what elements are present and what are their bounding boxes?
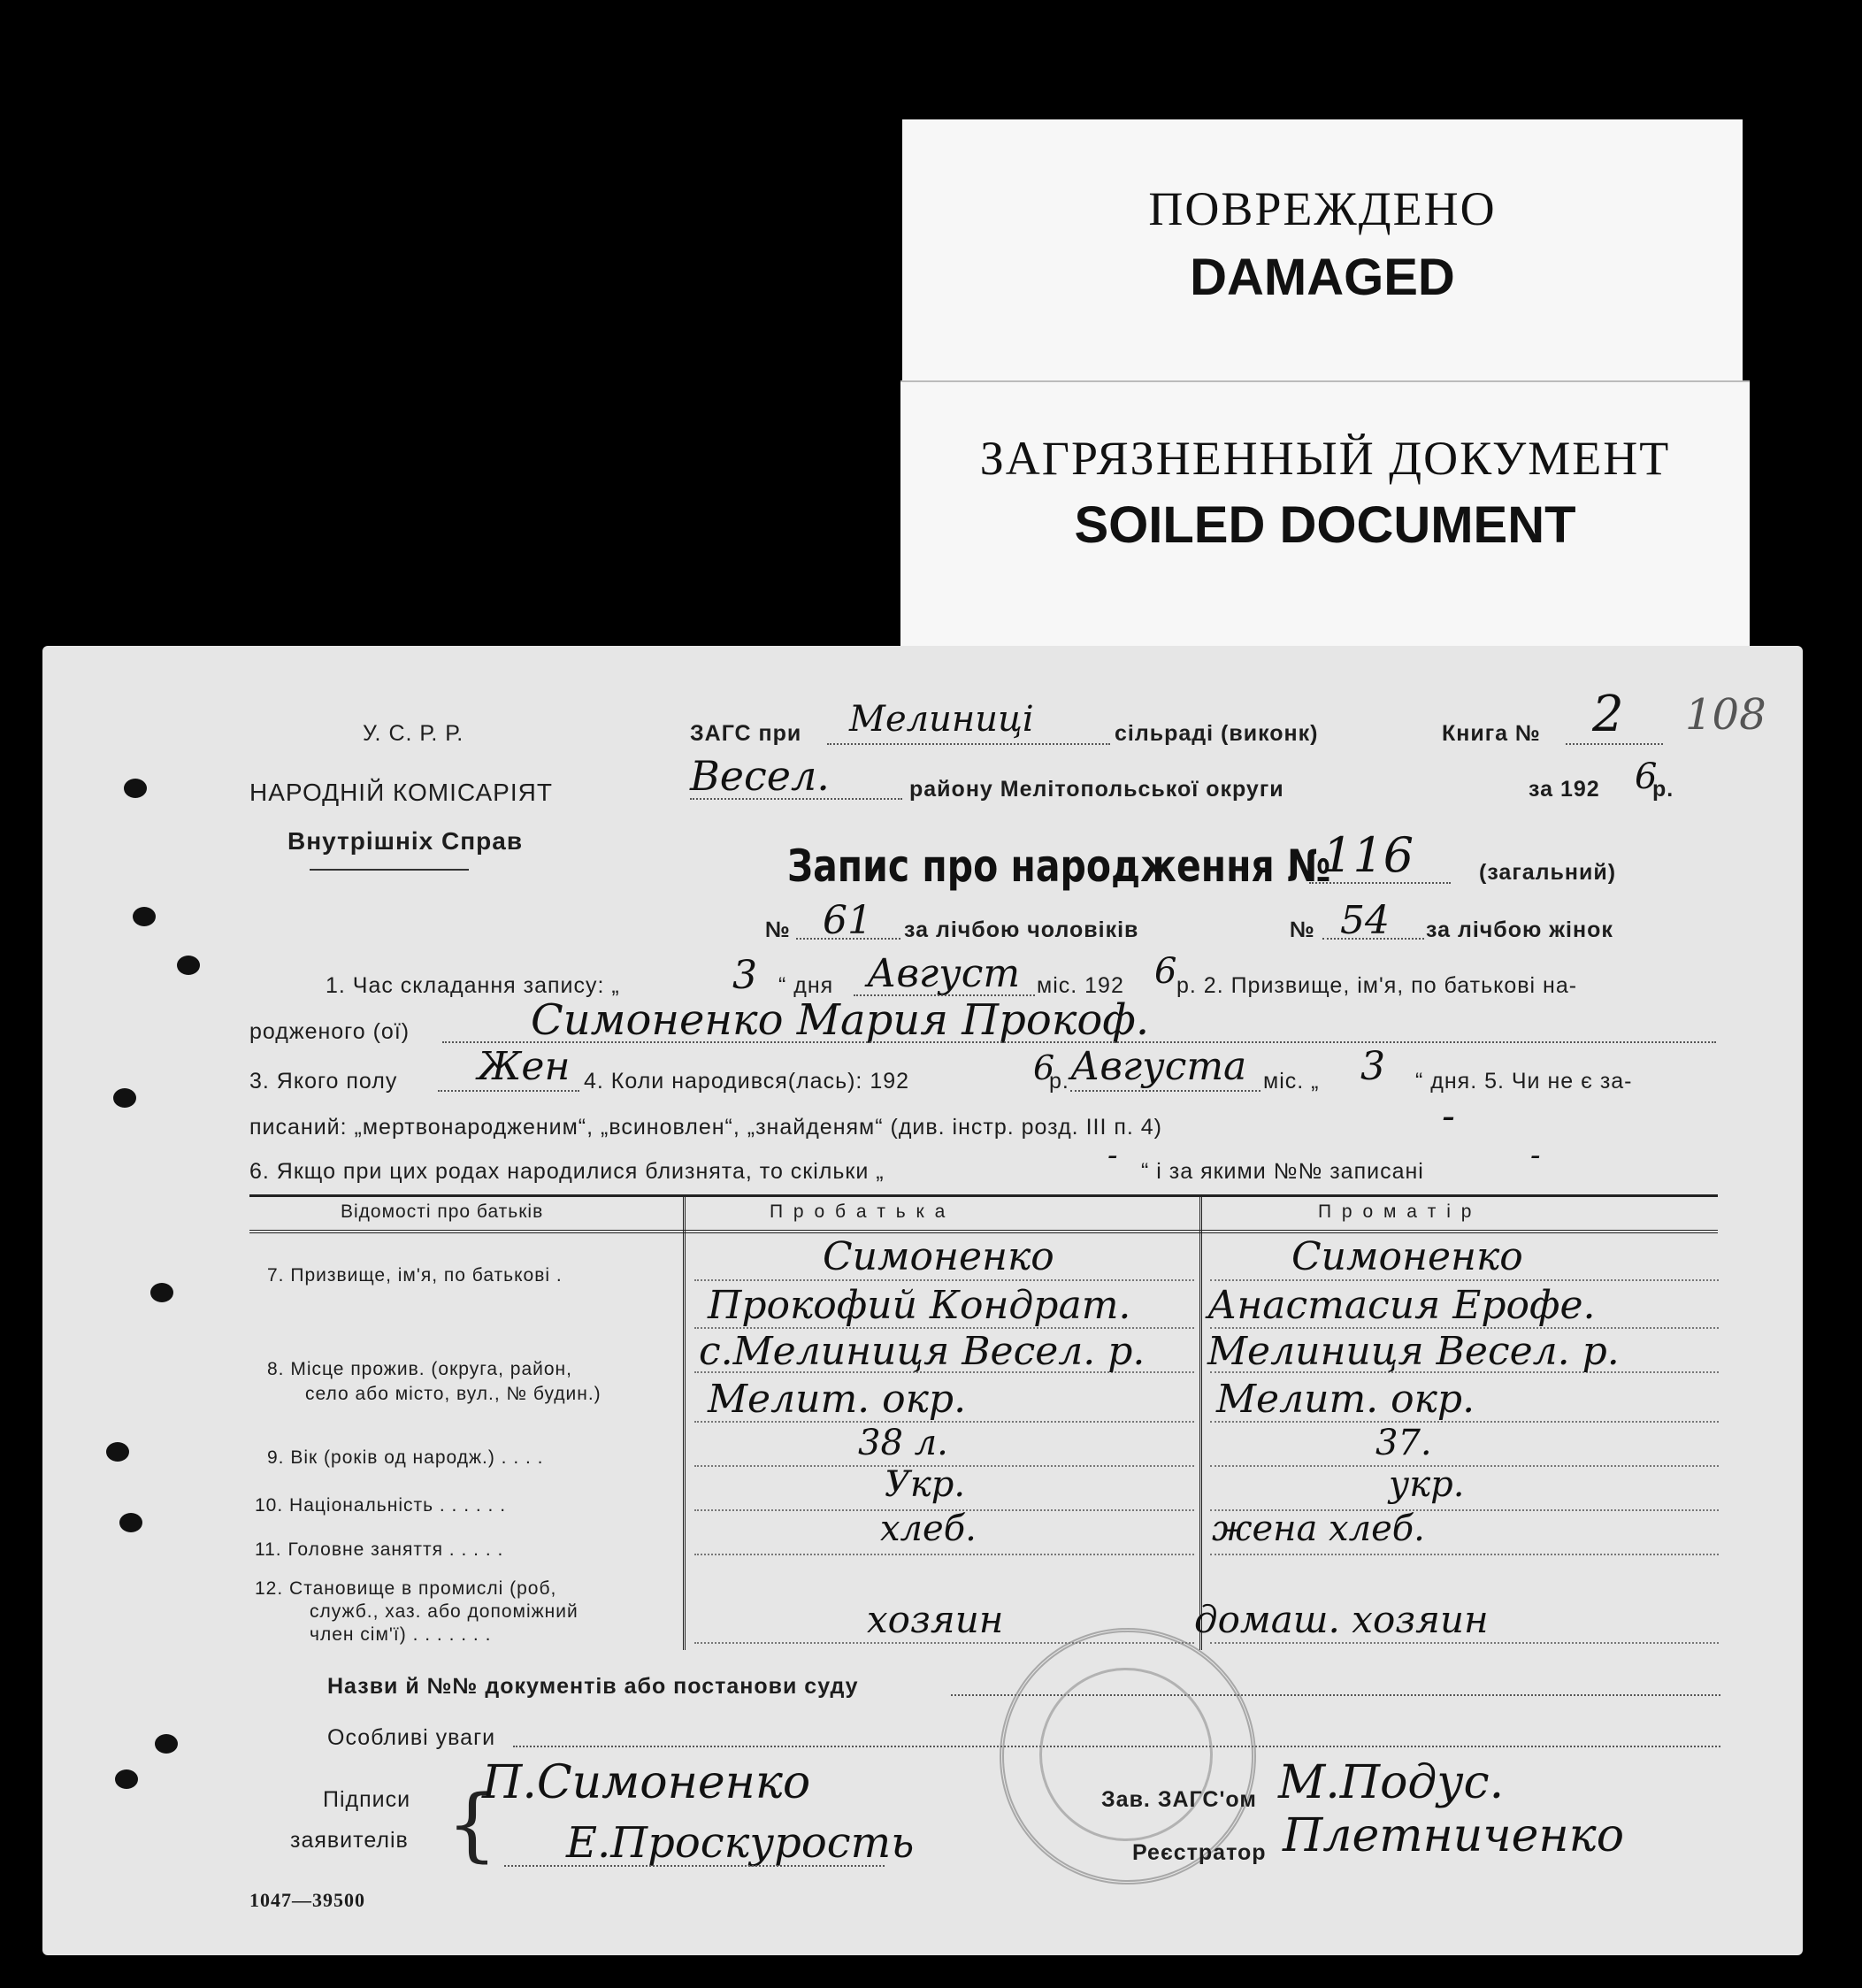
underline (827, 743, 1110, 745)
child-sex: Жен (478, 1044, 571, 1089)
underline (442, 1041, 1716, 1043)
village-council-label: сільраді (виконк) (1115, 721, 1319, 746)
row-line (1210, 1642, 1719, 1644)
year-suffix: р. (1652, 777, 1674, 802)
soiled-label (900, 380, 1750, 648)
row12-label-a: 12. Становище в промислі (роб, (255, 1578, 557, 1599)
row-line (1210, 1465, 1719, 1467)
row-line (694, 1554, 1194, 1555)
col-father-header: П р о б а т ь к а (770, 1201, 948, 1222)
punch-hole (124, 779, 147, 798)
signature-1: П.Симоненко (482, 1756, 811, 1809)
underline (1322, 938, 1424, 940)
field6-tail: “ і за якими №№ записані (1141, 1159, 1424, 1184)
signature-2: Е.Проскурость (566, 1818, 915, 1868)
record-month: Август (867, 951, 1021, 996)
damaged-label (902, 119, 1743, 385)
mother-place-1: Мелиниця Весел. р. (1207, 1329, 1620, 1374)
female-count-label: за лічбою жінок (1426, 917, 1613, 942)
field3-label: 3. Якого полу (249, 1069, 398, 1094)
underline (1070, 1090, 1260, 1092)
field5-text: писаний: „мертвонародженим“, „всиновлен“, „знайденям“ (див. інстр. розд. III п. 4) (249, 1115, 1163, 1140)
row11-label: 11. Головне заняття . . . . . (255, 1539, 504, 1560)
no-sign: № (1290, 917, 1315, 942)
table-top-border (249, 1194, 1718, 1197)
row8-label-b: село або місто, вул., № будин.) (305, 1384, 602, 1404)
record-year-digit: 6 (1154, 951, 1177, 992)
table-col-divider (683, 1194, 686, 1650)
punch-hole (113, 1088, 136, 1108)
field1-month-label: міс. 192 (1037, 973, 1124, 998)
table-header-border (249, 1230, 1718, 1233)
divider (310, 869, 469, 871)
no-sign: № (765, 917, 791, 942)
margin-number: 108 (1685, 690, 1766, 740)
general-label: (загальний) (1479, 860, 1617, 885)
father-place-1: с.Мелиниця Весел. р. (699, 1329, 1146, 1374)
field6-value2: - (1530, 1138, 1541, 1173)
signatures-label-b: заявителів (290, 1828, 409, 1853)
brace: { (447, 1778, 498, 1871)
field6-value: - (1107, 1138, 1118, 1173)
row12-label-b: служб., хаз. або допоміжний (310, 1601, 579, 1622)
father-occupation: хлеб. (880, 1508, 977, 1549)
field5-label: “ дня. 5. Чи не є за- (1415, 1069, 1633, 1094)
district-label: району Мелітопольської округи (909, 777, 1284, 802)
father-nationality: Укр. (885, 1464, 966, 1505)
birth-year-digit: 6 (1033, 1048, 1055, 1087)
year-digit: 6 (1635, 756, 1658, 797)
damaged-ru-text: ПОВРЕЖДЕНО (1148, 182, 1497, 235)
field1-tail: р. 2. Призвище, ім'я, по батькові на- (1176, 973, 1578, 998)
father-name: Прокофий Кондрат. (708, 1283, 1131, 1328)
birth-month: Августа (1070, 1044, 1247, 1089)
male-count-label: за лічбою чоловіків (904, 917, 1139, 942)
zags-at-label: ЗАГС при (690, 721, 802, 746)
row-line (694, 1279, 1194, 1281)
underline (796, 938, 900, 940)
male-number: 61 (823, 898, 872, 943)
mother-name: Анастасия Ерофе. (1207, 1283, 1596, 1328)
zags-village-value: Мелиниці (849, 699, 1034, 740)
mother-age: 37. (1375, 1423, 1432, 1463)
registrar-signature: Плетниченко (1283, 1809, 1625, 1862)
mother-nationality: укр. (1389, 1464, 1465, 1505)
row7-label: 7. Призвище, ім'я, по батькові . (267, 1265, 563, 1286)
underline (504, 1865, 885, 1867)
child-name: Симоненко Мария Прокоф. (531, 995, 1150, 1045)
registrar-label: Реєстратор (1132, 1840, 1267, 1865)
punch-hole (133, 907, 156, 926)
book-label: Книга № (1442, 721, 1541, 746)
field4-year-suffix: р. (1049, 1069, 1069, 1094)
col-mother-header: П р о м а т і р (1318, 1201, 1475, 1222)
punch-hole (115, 1769, 138, 1789)
field2-label: родженого (ої) (249, 1019, 410, 1044)
row12-label-c: член сім'ї) . . . . . . . (310, 1624, 492, 1645)
for-year-label: за 192 (1529, 777, 1600, 802)
field5-value: - (1442, 1094, 1455, 1139)
punch-hole (155, 1734, 178, 1754)
field4-label: 4. Коли народився(лась): 192 (584, 1069, 910, 1094)
head-zags-label: Зав. ЗАГС'ом (1101, 1787, 1257, 1812)
record-day: 3 (732, 953, 757, 998)
mother-position: домаш. хозяин (1194, 1598, 1489, 1641)
row10-label: 10. Національність . . . . . . (255, 1495, 507, 1516)
punch-hole (119, 1513, 142, 1532)
underline (438, 1090, 579, 1092)
damaged-en-text: DAMAGED (1190, 249, 1455, 306)
book-value: 2 (1592, 686, 1624, 743)
field1-label: 1. Час складання запису: „ (326, 973, 620, 998)
father-position: хозяин (867, 1598, 1004, 1641)
internal-affairs-text: Внутрішніх Справ (287, 827, 524, 855)
row9-label: 9. Вік (років од народж.) . . . . (267, 1447, 544, 1468)
underline (690, 798, 902, 800)
print-code: 1047—39500 (249, 1889, 365, 1911)
punch-hole (106, 1442, 129, 1462)
field4-month-label: міс. „ (1263, 1069, 1320, 1094)
mother-occupation: жена хлеб. (1212, 1508, 1425, 1549)
father-surname: Симоненко (823, 1234, 1054, 1279)
row-line (1210, 1279, 1719, 1281)
mother-surname: Симоненко (1291, 1234, 1523, 1279)
mother-place-2: Мелит. окр. (1216, 1377, 1475, 1422)
signatures-label-a: Підписи (323, 1787, 411, 1812)
table-col-divider (1199, 1194, 1202, 1650)
record-number: 116 (1322, 827, 1414, 883)
row8-label-a: 8. Місце прожив. (округа, район, (267, 1359, 572, 1379)
commissariat-text: НАРОДНІЙ КОМІСАРІЯТ (249, 779, 553, 806)
row-line (1210, 1554, 1719, 1555)
ussr-text: У. С. Р. Р. (363, 721, 464, 746)
col-info-header: Відомості про батьків (341, 1201, 544, 1222)
female-number: 54 (1340, 898, 1390, 943)
father-age: 38 л. (858, 1423, 948, 1463)
field1-day-label: “ дня (778, 973, 834, 998)
head-zags-signature: М.Подус. (1278, 1756, 1505, 1809)
punch-hole (150, 1283, 173, 1302)
underline (1309, 882, 1451, 884)
district-value: Весел. (690, 752, 830, 800)
soiled-en-text: SOILED DOCUMENT (1074, 496, 1576, 554)
soiled-ru-text: ЗАГРЯЗНЕННЫЙ ДОКУМЕНТ (979, 432, 1671, 485)
notes-label: Особливі уваги (327, 1725, 496, 1750)
underline (1566, 743, 1663, 745)
field6-text: 6. Якщо при цих родах народилися близнята, то скільки „ (249, 1159, 885, 1184)
father-place-2: Мелит. окр. (708, 1377, 967, 1422)
record-title: Запис про народження № (787, 840, 1331, 892)
punch-hole (177, 956, 200, 975)
birth-day: 3 (1360, 1044, 1385, 1089)
documents-label: Назви й №№ документів або постанови суду (327, 1674, 859, 1699)
